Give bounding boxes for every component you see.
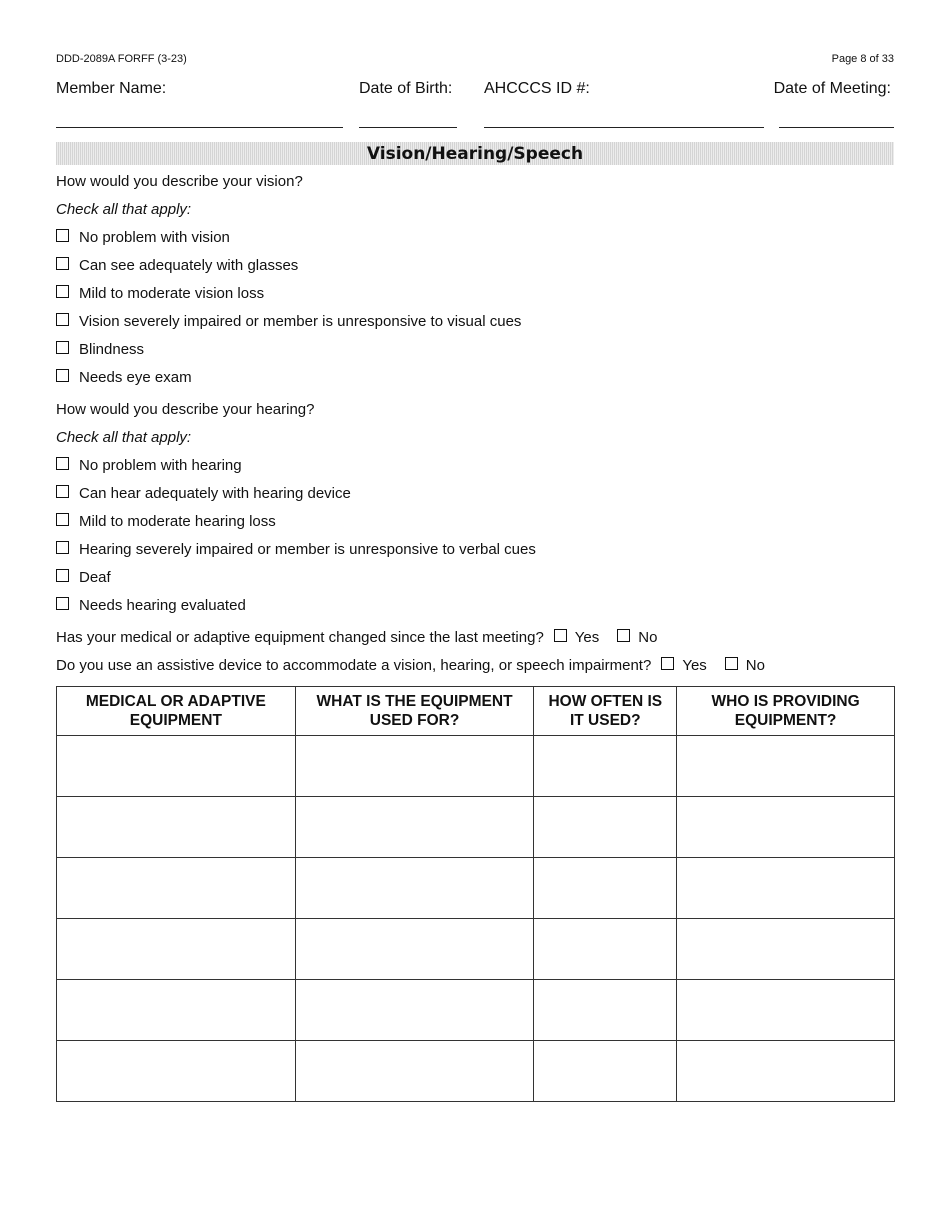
option-label: Mild to moderate vision loss xyxy=(79,285,265,302)
option-label: Needs hearing evaluated xyxy=(79,597,246,614)
assistive-device-no[interactable] xyxy=(715,657,765,674)
table-cell[interactable] xyxy=(534,858,677,919)
assistive-device-yes[interactable] xyxy=(651,657,706,674)
hearing-question: How would you describe your hearing? xyxy=(56,401,315,418)
checkbox[interactable] xyxy=(56,229,69,242)
option-label: Mild to moderate hearing loss xyxy=(79,513,276,530)
option-label: Vision severely impaired or member is unresponsive to visual cues xyxy=(79,313,522,330)
table-cell[interactable] xyxy=(57,1041,296,1102)
no-label: No xyxy=(638,629,658,646)
table-header-row xyxy=(57,687,895,736)
member-name-label: Member Name: xyxy=(56,80,167,97)
table-cell[interactable] xyxy=(295,1041,534,1102)
option-label: Needs eye exam xyxy=(79,369,192,386)
ahcccs-id-field[interactable] xyxy=(484,127,764,128)
equipment-table xyxy=(56,686,895,1102)
hearing-option[interactable] xyxy=(56,569,111,586)
checkbox[interactable] xyxy=(617,629,630,642)
table-cell[interactable] xyxy=(57,736,296,797)
meeting-date-label: Date of Meeting: xyxy=(773,80,891,97)
checkbox[interactable] xyxy=(56,513,69,526)
table-row xyxy=(57,980,895,1041)
vision-option[interactable] xyxy=(56,341,144,358)
option-label: Blindness xyxy=(79,341,145,358)
checkbox[interactable] xyxy=(56,457,69,470)
checkbox[interactable] xyxy=(661,657,674,670)
yes-label: Yes xyxy=(682,657,707,674)
table-row xyxy=(57,736,895,797)
hearing-option[interactable] xyxy=(56,457,242,474)
checkbox[interactable] xyxy=(554,629,567,642)
table-cell[interactable] xyxy=(677,1041,895,1102)
table-cell[interactable] xyxy=(295,919,534,980)
checkbox[interactable] xyxy=(725,657,738,670)
no-label: No xyxy=(745,657,765,674)
hearing-option[interactable] xyxy=(56,513,276,530)
checkbox[interactable] xyxy=(56,257,69,270)
member-name-field[interactable] xyxy=(56,127,343,128)
option-label: Hearing severely impaired or member is unresponsive to verbal cues xyxy=(79,541,536,558)
option-label: Deaf xyxy=(79,569,111,586)
meeting-date-field[interactable] xyxy=(779,127,894,128)
checkbox[interactable] xyxy=(56,485,69,498)
table-cell[interactable] xyxy=(534,736,677,797)
checkbox[interactable] xyxy=(56,541,69,554)
table-cell[interactable] xyxy=(295,736,534,797)
column-header: MEDICAL OR ADAPTIVE EQUIPMENT xyxy=(57,687,296,736)
table-cell[interactable] xyxy=(534,919,677,980)
table-cell[interactable] xyxy=(295,858,534,919)
column-header: WHO IS PROVIDING EQUIPMENT? xyxy=(677,687,895,736)
table-row xyxy=(57,797,895,858)
vision-option[interactable] xyxy=(56,313,521,330)
table-row xyxy=(57,858,895,919)
hearing-option[interactable] xyxy=(56,597,246,614)
hearing-instruction: Check all that apply: xyxy=(56,429,192,446)
vision-option[interactable] xyxy=(56,229,230,246)
option-label: Can see adequately with glasses xyxy=(79,257,299,274)
vision-option[interactable] xyxy=(56,285,264,302)
hearing-option[interactable] xyxy=(56,485,351,502)
table-cell[interactable] xyxy=(677,797,895,858)
vision-option[interactable] xyxy=(56,257,298,274)
form-id: DDD-2089A FORFF (3-23) xyxy=(56,53,187,65)
checkbox[interactable] xyxy=(56,569,69,582)
table-row xyxy=(57,1041,895,1102)
checkbox[interactable] xyxy=(56,285,69,298)
column-header: WHAT IS THE EQUIPMENT USED FOR? xyxy=(295,687,534,736)
equipment-changed-question: Has your medical or adaptive equipment changed since the last meeting? xyxy=(56,629,544,646)
table-row xyxy=(57,919,895,980)
equipment-changed-no[interactable] xyxy=(607,629,657,646)
table-cell[interactable] xyxy=(57,858,296,919)
hearing-option[interactable] xyxy=(56,541,536,558)
checkbox[interactable] xyxy=(56,313,69,326)
assistive-device-question: Do you use an assistive device to accommodate a vision, hearing, or speech impairment? xyxy=(56,657,652,674)
table-cell[interactable] xyxy=(57,797,296,858)
equipment-changed-row xyxy=(56,629,657,646)
vision-question: How would you describe your vision? xyxy=(56,173,303,190)
assistive-device-row xyxy=(56,657,765,674)
checkbox[interactable] xyxy=(56,597,69,610)
column-header: HOW OFTEN IS IT USED? xyxy=(534,687,677,736)
checkbox[interactable] xyxy=(56,341,69,354)
table-cell[interactable] xyxy=(295,797,534,858)
table-cell[interactable] xyxy=(57,919,296,980)
checkbox[interactable] xyxy=(56,369,69,382)
vision-option[interactable] xyxy=(56,369,192,386)
table-cell[interactable] xyxy=(295,980,534,1041)
option-label: No problem with hearing xyxy=(79,457,242,474)
table-cell[interactable] xyxy=(534,797,677,858)
table-cell[interactable] xyxy=(534,980,677,1041)
equipment-changed-yes[interactable] xyxy=(544,629,599,646)
dob-field[interactable] xyxy=(359,127,457,128)
section-title: Vision/Hearing/Speech xyxy=(366,144,584,164)
table-cell[interactable] xyxy=(57,980,296,1041)
table-cell[interactable] xyxy=(677,919,895,980)
table-cell[interactable] xyxy=(677,736,895,797)
page-number: Page 8 of 33 xyxy=(831,53,894,65)
table-cell[interactable] xyxy=(677,858,895,919)
section-header xyxy=(56,142,894,165)
yes-label: Yes xyxy=(574,629,600,646)
option-label: No problem with vision xyxy=(79,229,230,246)
option-label: Can hear adequately with hearing device xyxy=(79,485,351,502)
table-cell[interactable] xyxy=(534,1041,677,1102)
dob-label: Date of Birth: xyxy=(359,80,453,97)
ahcccs-id-label: AHCCCS ID #: xyxy=(484,80,590,97)
table-cell[interactable] xyxy=(677,980,895,1041)
vision-instruction: Check all that apply: xyxy=(56,201,192,218)
